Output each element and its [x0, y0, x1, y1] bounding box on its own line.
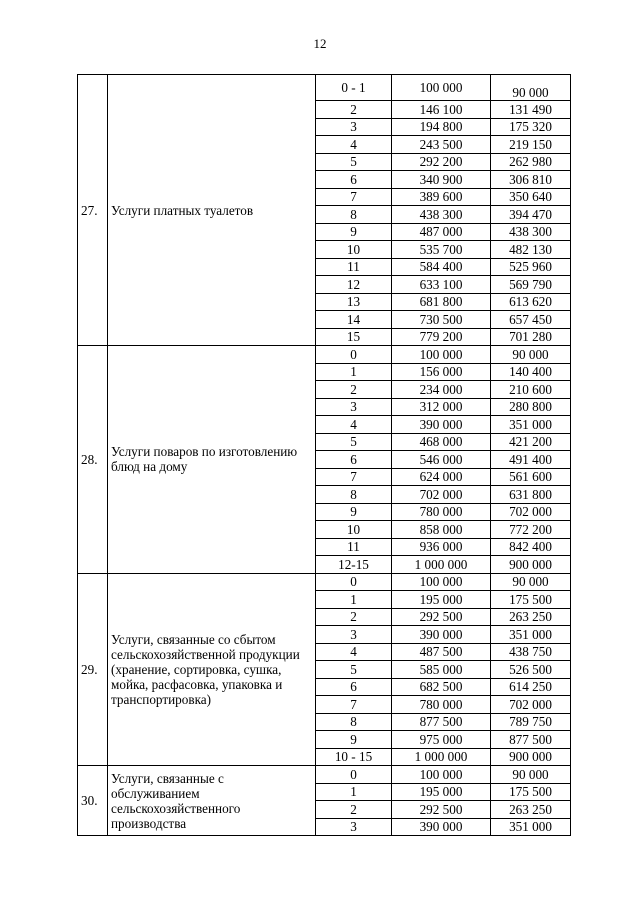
rate-cell: 312 000: [392, 398, 491, 416]
reduced-rate-cell: 702 000: [491, 696, 571, 714]
reduced-rate-cell: 262 980: [491, 153, 571, 171]
reduced-rate-cell: 526 500: [491, 661, 571, 679]
rate-cell: 682 500: [392, 678, 491, 696]
service-name: Услуги платных туалетов: [108, 75, 316, 346]
reduced-rate-cell: 877 500: [491, 731, 571, 749]
rate-cell: 780 000: [392, 696, 491, 714]
employee-count-cell: 0: [316, 573, 392, 591]
employee-count-cell: 10 - 15: [316, 748, 392, 766]
reduced-rate-cell: 175 320: [491, 118, 571, 136]
reduced-rate-cell: 491 400: [491, 451, 571, 469]
employee-count-cell: 0 - 1: [316, 75, 392, 101]
reduced-rate-cell: 657 450: [491, 311, 571, 329]
employee-count-cell: 1: [316, 591, 392, 609]
reduced-rate-cell: 482 130: [491, 241, 571, 259]
reduced-rate-cell: 631 800: [491, 486, 571, 504]
reduced-rate-cell: 900 000: [491, 556, 571, 574]
rate-cell: 877 500: [392, 713, 491, 731]
employee-count-cell: 7: [316, 188, 392, 206]
rate-cell: 468 000: [392, 433, 491, 451]
reduced-rate-cell: 438 300: [491, 223, 571, 241]
employee-count-cell: 3: [316, 398, 392, 416]
employee-count-cell: 4: [316, 643, 392, 661]
reduced-rate-cell: 350 640: [491, 188, 571, 206]
reduced-rate-cell: 614 250: [491, 678, 571, 696]
page-number: 12: [313, 36, 327, 51]
employee-count-cell: 9: [316, 503, 392, 521]
service-number: 27.: [78, 75, 108, 346]
reduced-rate-cell: 306 810: [491, 171, 571, 189]
reduced-rate-cell: 263 250: [491, 608, 571, 626]
reduced-rate-cell: 219 150: [491, 136, 571, 154]
service-name: Услуги, связанные со сбытом сельскохозяйственной продукции (хранение, сортировка, сушка, мойка, расфасовка, упаковка и транспортировка): [108, 573, 316, 766]
rate-cell: 156 000: [392, 363, 491, 381]
rate-cell: 1 000 000: [392, 556, 491, 574]
employee-count-cell: 2: [316, 608, 392, 626]
rate-cell: 234 000: [392, 381, 491, 399]
rate-cell: 487 000: [392, 223, 491, 241]
rate-cell: 100 000: [392, 766, 491, 784]
rate-cell: 535 700: [392, 241, 491, 259]
reduced-rate-cell: 175 500: [491, 783, 571, 801]
reduced-rate-cell: 613 620: [491, 293, 571, 311]
rate-cell: 975 000: [392, 731, 491, 749]
employee-count-cell: 7: [316, 696, 392, 714]
service-number: 30.: [78, 766, 108, 836]
employee-count-cell: 4: [316, 416, 392, 434]
table-row: [78, 75, 571, 101]
employee-count-cell: 6: [316, 678, 392, 696]
employee-count-cell: 3: [316, 818, 392, 836]
reduced-rate-cell: 561 600: [491, 468, 571, 486]
employee-count-cell: 1: [316, 363, 392, 381]
rate-cell: 292 200: [392, 153, 491, 171]
rate-cell: 195 000: [392, 591, 491, 609]
reduced-rate-cell: 263 250: [491, 801, 571, 819]
rate-cell: 340 900: [392, 171, 491, 189]
reduced-rate-cell: 351 000: [491, 416, 571, 434]
reduced-rate-cell: 90 000: [491, 766, 571, 784]
rate-cell: 389 600: [392, 188, 491, 206]
reduced-rate-cell: 702 000: [491, 503, 571, 521]
employee-count-cell: 2: [316, 801, 392, 819]
reduced-rate-cell: 351 000: [491, 818, 571, 836]
rate-cell: 390 000: [392, 818, 491, 836]
service-name: Услуги поваров по изготовлению блюд на дому: [108, 346, 316, 574]
reduced-rate-cell: 525 960: [491, 258, 571, 276]
reduced-rate-cell: 569 790: [491, 276, 571, 294]
rate-cell: 730 500: [392, 311, 491, 329]
rate-cell: 681 800: [392, 293, 491, 311]
rate-cell: 243 500: [392, 136, 491, 154]
employee-count-cell: 3: [316, 626, 392, 644]
table-row: [78, 573, 571, 591]
employee-count-cell: 3: [316, 118, 392, 136]
employee-count-cell: 5: [316, 153, 392, 171]
reduced-rate-cell: 131 490: [491, 101, 571, 119]
employee-count-cell: 9: [316, 731, 392, 749]
table-row: [78, 346, 571, 364]
reduced-rate-cell: 789 750: [491, 713, 571, 731]
rate-cell: 194 800: [392, 118, 491, 136]
employee-count-cell: 12: [316, 276, 392, 294]
employee-count-cell: 5: [316, 433, 392, 451]
employee-count-cell: 7: [316, 468, 392, 486]
reduced-rate-cell: 175 500: [491, 591, 571, 609]
fee-table: [77, 74, 571, 836]
service-number: 28.: [78, 346, 108, 574]
reduced-rate-cell: 90 000: [491, 346, 571, 364]
employee-count-cell: 5: [316, 661, 392, 679]
employee-count-cell: 12-15: [316, 556, 392, 574]
reduced-rate-cell: 140 400: [491, 363, 571, 381]
reduced-rate-cell: 394 470: [491, 206, 571, 224]
employee-count-cell: 13: [316, 293, 392, 311]
rate-cell: 624 000: [392, 468, 491, 486]
rate-cell: 546 000: [392, 451, 491, 469]
rate-cell: 585 000: [392, 661, 491, 679]
reduced-rate-cell: 701 280: [491, 328, 571, 346]
rate-cell: 1 000 000: [392, 748, 491, 766]
rate-cell: 633 100: [392, 276, 491, 294]
employee-count-cell: 0: [316, 766, 392, 784]
service-name: Услуги, связанные с обслуживанием сельскохозяйственного производства: [108, 766, 316, 836]
rate-cell: 100 000: [392, 573, 491, 591]
reduced-rate-cell: 210 600: [491, 381, 571, 399]
rate-cell: 390 000: [392, 626, 491, 644]
rate-cell: 146 100: [392, 101, 491, 119]
reduced-rate-cell: 280 800: [491, 398, 571, 416]
rate-cell: 438 300: [392, 206, 491, 224]
rate-cell: 195 000: [392, 783, 491, 801]
employee-count-cell: 4: [316, 136, 392, 154]
employee-count-cell: 9: [316, 223, 392, 241]
reduced-rate-cell: 351 000: [491, 626, 571, 644]
employee-count-cell: 1: [316, 783, 392, 801]
employee-count-cell: 11: [316, 258, 392, 276]
employee-count-cell: 8: [316, 486, 392, 504]
rate-cell: 936 000: [392, 538, 491, 556]
employee-count-cell: 6: [316, 171, 392, 189]
service-number: 29.: [78, 573, 108, 766]
employee-count-cell: 6: [316, 451, 392, 469]
reduced-rate-cell: 90 000: [491, 75, 571, 101]
employee-count-cell: 0: [316, 346, 392, 364]
reduced-rate-cell: 90 000: [491, 573, 571, 591]
rate-cell: 702 000: [392, 486, 491, 504]
rate-cell: 780 000: [392, 503, 491, 521]
employee-count-cell: 15: [316, 328, 392, 346]
reduced-rate-cell: 842 400: [491, 538, 571, 556]
employee-count-cell: 14: [316, 311, 392, 329]
employee-count-cell: 10: [316, 241, 392, 259]
rate-cell: 292 500: [392, 801, 491, 819]
rate-cell: 100 000: [392, 346, 491, 364]
reduced-rate-cell: 772 200: [491, 521, 571, 539]
fee-table-body: [78, 75, 571, 836]
rate-cell: 584 400: [392, 258, 491, 276]
employee-count-cell: 10: [316, 521, 392, 539]
reduced-rate-cell: 900 000: [491, 748, 571, 766]
rate-cell: 292 500: [392, 608, 491, 626]
employee-count-cell: 11: [316, 538, 392, 556]
reduced-rate-cell: 421 200: [491, 433, 571, 451]
rate-cell: 779 200: [392, 328, 491, 346]
reduced-rate-cell: 438 750: [491, 643, 571, 661]
employee-count-cell: 8: [316, 206, 392, 224]
table-row: [78, 766, 571, 784]
rate-cell: 100 000: [392, 75, 491, 101]
rate-cell: 487 500: [392, 643, 491, 661]
rate-cell: 858 000: [392, 521, 491, 539]
employee-count-cell: 2: [316, 101, 392, 119]
employee-count-cell: 2: [316, 381, 392, 399]
employee-count-cell: 8: [316, 713, 392, 731]
rate-cell: 390 000: [392, 416, 491, 434]
